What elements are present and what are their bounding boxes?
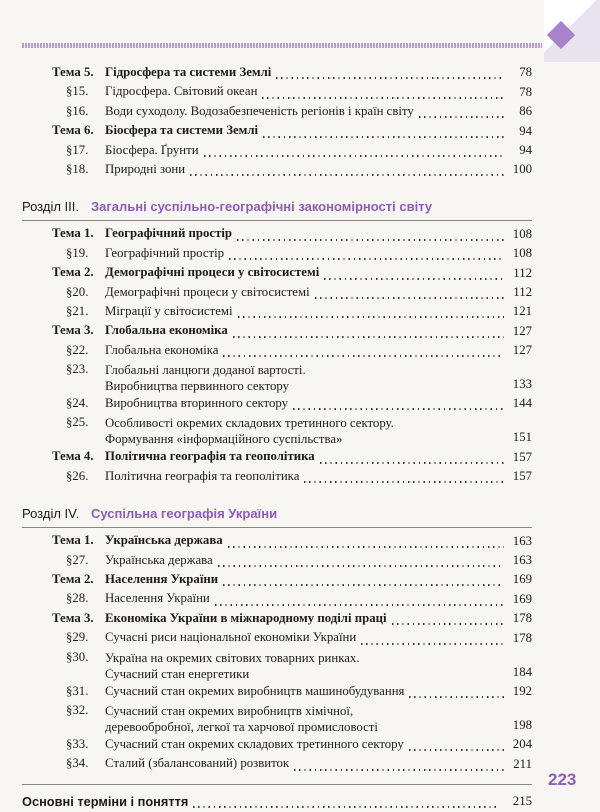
page-ref: 215 — [512, 794, 532, 809]
topic-label: Тема 1. — [52, 533, 94, 548]
topic-label: Тема 3. — [52, 610, 94, 625]
toc-paragraph-entry[interactable] — [0, 736, 600, 755]
dot-leader — [361, 643, 504, 645]
entry-title: Українська держава — [105, 552, 213, 567]
toc-paragraph-entry[interactable] — [0, 83, 600, 102]
entry-title-line-1: Глобальні ланцюги доданої вартості. — [105, 363, 306, 378]
entry-title: Міграції у світосистемі — [105, 303, 233, 318]
entry-title: Населення України — [105, 591, 210, 606]
entry-title: Глобальна економіка — [105, 342, 219, 357]
toc-paragraph-entry[interactable] — [0, 142, 600, 161]
page-ref: 94 — [519, 142, 532, 157]
entry-title: Біосфера. Ґрунти — [105, 142, 199, 157]
section-label: Розділ III. — [22, 199, 79, 215]
section-label: Розділ IV. — [22, 506, 80, 522]
page-ref: 112 — [513, 265, 532, 280]
dot-leader — [294, 769, 504, 771]
entry-title-line-1: Особливості окремих складових третинного сектору. — [105, 416, 394, 431]
page-ref: 151 — [512, 430, 532, 445]
toc-paragraph-entry[interactable] — [0, 395, 600, 414]
paragraph-number: §16. — [66, 103, 89, 118]
dot-leader — [238, 316, 504, 318]
page-ref: 163 — [512, 533, 532, 548]
page-ref: 100 — [512, 162, 532, 177]
entry-title: Політична географія та геополітика — [105, 468, 300, 483]
paragraph-number: §27. — [66, 552, 89, 567]
paragraph-number: §32. — [66, 702, 89, 717]
dot-leader — [190, 174, 504, 176]
dot-leader — [392, 623, 504, 625]
entry-title: Політична географія та геополітика — [105, 449, 315, 464]
entry-title: Сучасний стан окремих виробництв машинобудування — [105, 683, 405, 698]
topic-label: Тема 2. — [52, 572, 94, 587]
page-ref: 204 — [512, 737, 532, 752]
entry-title: Економіка України в міжнародному поділі праці — [105, 610, 387, 625]
section-underline — [22, 220, 532, 221]
paragraph-number: §23. — [66, 362, 89, 377]
entry-title: Географічний простір — [105, 245, 225, 260]
page-ref: 157 — [512, 469, 532, 484]
page-ref: 127 — [512, 343, 532, 358]
dot-leader — [218, 565, 504, 567]
toc-paragraph-entry[interactable] — [0, 755, 600, 774]
dot-leader — [228, 546, 504, 548]
toc-paragraph-entry[interactable] — [0, 468, 600, 487]
page-ref: 78 — [519, 84, 532, 99]
toc-paragraph-entry[interactable] — [0, 649, 600, 683]
entry-title: Сучасні риси національної економіки України — [105, 630, 357, 645]
toc-paragraph-entry[interactable] — [0, 103, 600, 122]
page-ref: 178 — [512, 630, 532, 645]
page-ref: 163 — [512, 553, 532, 568]
paragraph-number: §19. — [66, 245, 89, 260]
dot-leader — [223, 355, 504, 357]
paragraph-number: §26. — [66, 468, 89, 483]
toc-paragraph-entry[interactable] — [0, 414, 600, 448]
entry-title-line-1: Сучасний стан окремих виробництв хімічної, — [105, 703, 354, 718]
page-ref: 192 — [512, 683, 532, 698]
topic-label: Тема 6. — [52, 123, 94, 138]
page-ref: 178 — [512, 611, 532, 626]
toc-topic-entry[interactable] — [0, 264, 600, 283]
entry-title-line-2: деревообробної, легкої та харчової промисловості — [105, 719, 378, 734]
dot-leader — [276, 77, 504, 79]
entry-title: Виробництва вторинного сектору — [105, 396, 289, 411]
paragraph-number: §24. — [66, 396, 89, 411]
entry-title-line-2: Формування «інформаційного суспільства» — [105, 432, 343, 447]
dot-leader — [409, 696, 504, 698]
dot-leader — [293, 408, 504, 410]
header-rule — [22, 43, 542, 48]
dot-leader — [263, 136, 504, 138]
page-ref: 144 — [512, 396, 532, 411]
dot-leader — [233, 336, 504, 338]
page-ref: 121 — [512, 304, 532, 319]
entry-title-line-2: Сучасний стан енергетики — [105, 666, 250, 681]
toc-paragraph-entry[interactable] — [0, 361, 600, 395]
paragraph-number: §33. — [66, 736, 89, 751]
dot-leader — [419, 116, 504, 118]
page-ref: 108 — [512, 226, 532, 241]
page-ref: 112 — [513, 284, 532, 299]
toc-topic-entry[interactable] — [0, 225, 600, 244]
section-title: Суспільна географія України — [91, 506, 278, 522]
paragraph-number: §29. — [66, 630, 89, 645]
entry-title-line-1: Україна на окремих світових товарних ринках. — [105, 650, 360, 665]
entry-title: Географічний простір — [105, 226, 233, 241]
section-title: Загальні суспільно-географічні закономірності світу — [91, 199, 433, 215]
section-underline — [22, 527, 532, 528]
paragraph-number: §34. — [66, 756, 89, 771]
paragraph-number: §28. — [66, 591, 89, 606]
entry-title: Українська держава — [105, 533, 223, 548]
page-number: 223 — [548, 770, 577, 789]
dot-leader — [193, 806, 500, 808]
paragraph-number: §25. — [66, 415, 89, 430]
page-ref: 86 — [519, 104, 532, 119]
toc-topic-entry[interactable] — [0, 322, 600, 341]
entry-title: Води суходолу. Водозабезпеченість регіонів і країн світу — [105, 103, 414, 118]
entry-title: Демографічні процеси у світосистемі — [105, 284, 310, 299]
page-ref: 127 — [512, 323, 532, 338]
page-ref: 169 — [512, 572, 532, 587]
dot-leader — [315, 297, 504, 299]
entry-title: Населення України — [105, 572, 219, 587]
toc-paragraph-entry[interactable] — [0, 702, 600, 736]
paragraph-number: §31. — [66, 683, 89, 698]
paragraph-number: §20. — [66, 284, 89, 299]
entry-title: Сталий (збалансований) розвиток — [105, 756, 290, 771]
dot-leader — [215, 604, 504, 606]
dot-leader — [320, 462, 504, 464]
table-of-contents — [0, 64, 600, 812]
entry-title: Демографічні процеси у світосистемі — [105, 265, 320, 280]
topic-label: Тема 3. — [52, 323, 94, 338]
entry-title: Біосфера та системи Землі — [105, 123, 259, 138]
topic-label: Тема 1. — [52, 226, 94, 241]
toc-section-heading[interactable] — [0, 198, 600, 220]
toc-terms-entry[interactable] — [0, 793, 600, 812]
dot-leader — [229, 258, 504, 260]
paragraph-number: §22. — [66, 342, 89, 357]
page-ref: 108 — [512, 246, 532, 261]
paragraph-number: §21. — [66, 303, 89, 318]
toc-topic-entry[interactable] — [0, 532, 600, 551]
toc-topic-entry[interactable] — [0, 122, 600, 141]
terms-title: Основні терміни і поняття — [22, 793, 189, 809]
toc-section-heading[interactable] — [0, 505, 600, 527]
page-ref: 198 — [512, 717, 532, 732]
page-ref: 133 — [512, 377, 532, 392]
entry-title: Глобальна економіка — [105, 323, 228, 338]
entry-title: Природні зони — [105, 161, 186, 176]
page-ref: 169 — [512, 591, 532, 606]
topic-label: Тема 4. — [52, 449, 94, 464]
toc-topic-entry[interactable] — [0, 571, 600, 590]
paragraph-number: §17. — [66, 142, 89, 157]
paragraph-number: §30. — [66, 649, 89, 664]
toc-paragraph-entry[interactable] — [0, 342, 600, 361]
dot-leader — [304, 481, 504, 483]
dot-leader — [223, 584, 504, 586]
toc-topic-entry[interactable] — [0, 448, 600, 467]
paragraph-number: §15. — [66, 84, 89, 99]
toc-paragraph-entry[interactable] — [0, 284, 600, 303]
toc-topic-entry[interactable] — [0, 610, 600, 629]
entry-title: Гідросфера та системи Землі — [105, 65, 272, 79]
entry-title: Гідросфера. Світовий океан — [105, 84, 258, 99]
toc-paragraph-entry[interactable] — [0, 629, 600, 648]
dot-leader — [237, 239, 504, 241]
toc-paragraph-entry[interactable] — [0, 683, 600, 702]
entry-title: Сучасний стан окремих складових третинного сектору — [105, 736, 404, 751]
dot-leader — [324, 278, 504, 280]
page-ref: 157 — [512, 449, 532, 464]
dot-leader — [262, 97, 504, 99]
topic-label: Тема 5. — [52, 65, 94, 79]
toc-paragraph-entry[interactable] — [0, 590, 600, 609]
terms-divider — [22, 784, 532, 785]
page-ref: 78 — [519, 65, 532, 80]
page-ref: 94 — [519, 123, 532, 138]
page-ref: 184 — [512, 664, 532, 679]
toc-paragraph-entry[interactable] — [0, 161, 600, 180]
topic-label: Тема 2. — [52, 265, 94, 280]
entry-title-line-2: Виробництва первинного сектору — [105, 379, 290, 394]
paragraph-number: §18. — [66, 161, 89, 176]
toc-paragraph-entry[interactable] — [0, 552, 600, 571]
dot-leader — [204, 155, 504, 157]
toc-paragraph-entry[interactable] — [0, 245, 600, 264]
dot-leader — [409, 749, 504, 751]
page-ref: 211 — [513, 756, 532, 771]
toc-topic-entry[interactable] — [0, 64, 600, 83]
toc-paragraph-entry[interactable] — [0, 303, 600, 322]
